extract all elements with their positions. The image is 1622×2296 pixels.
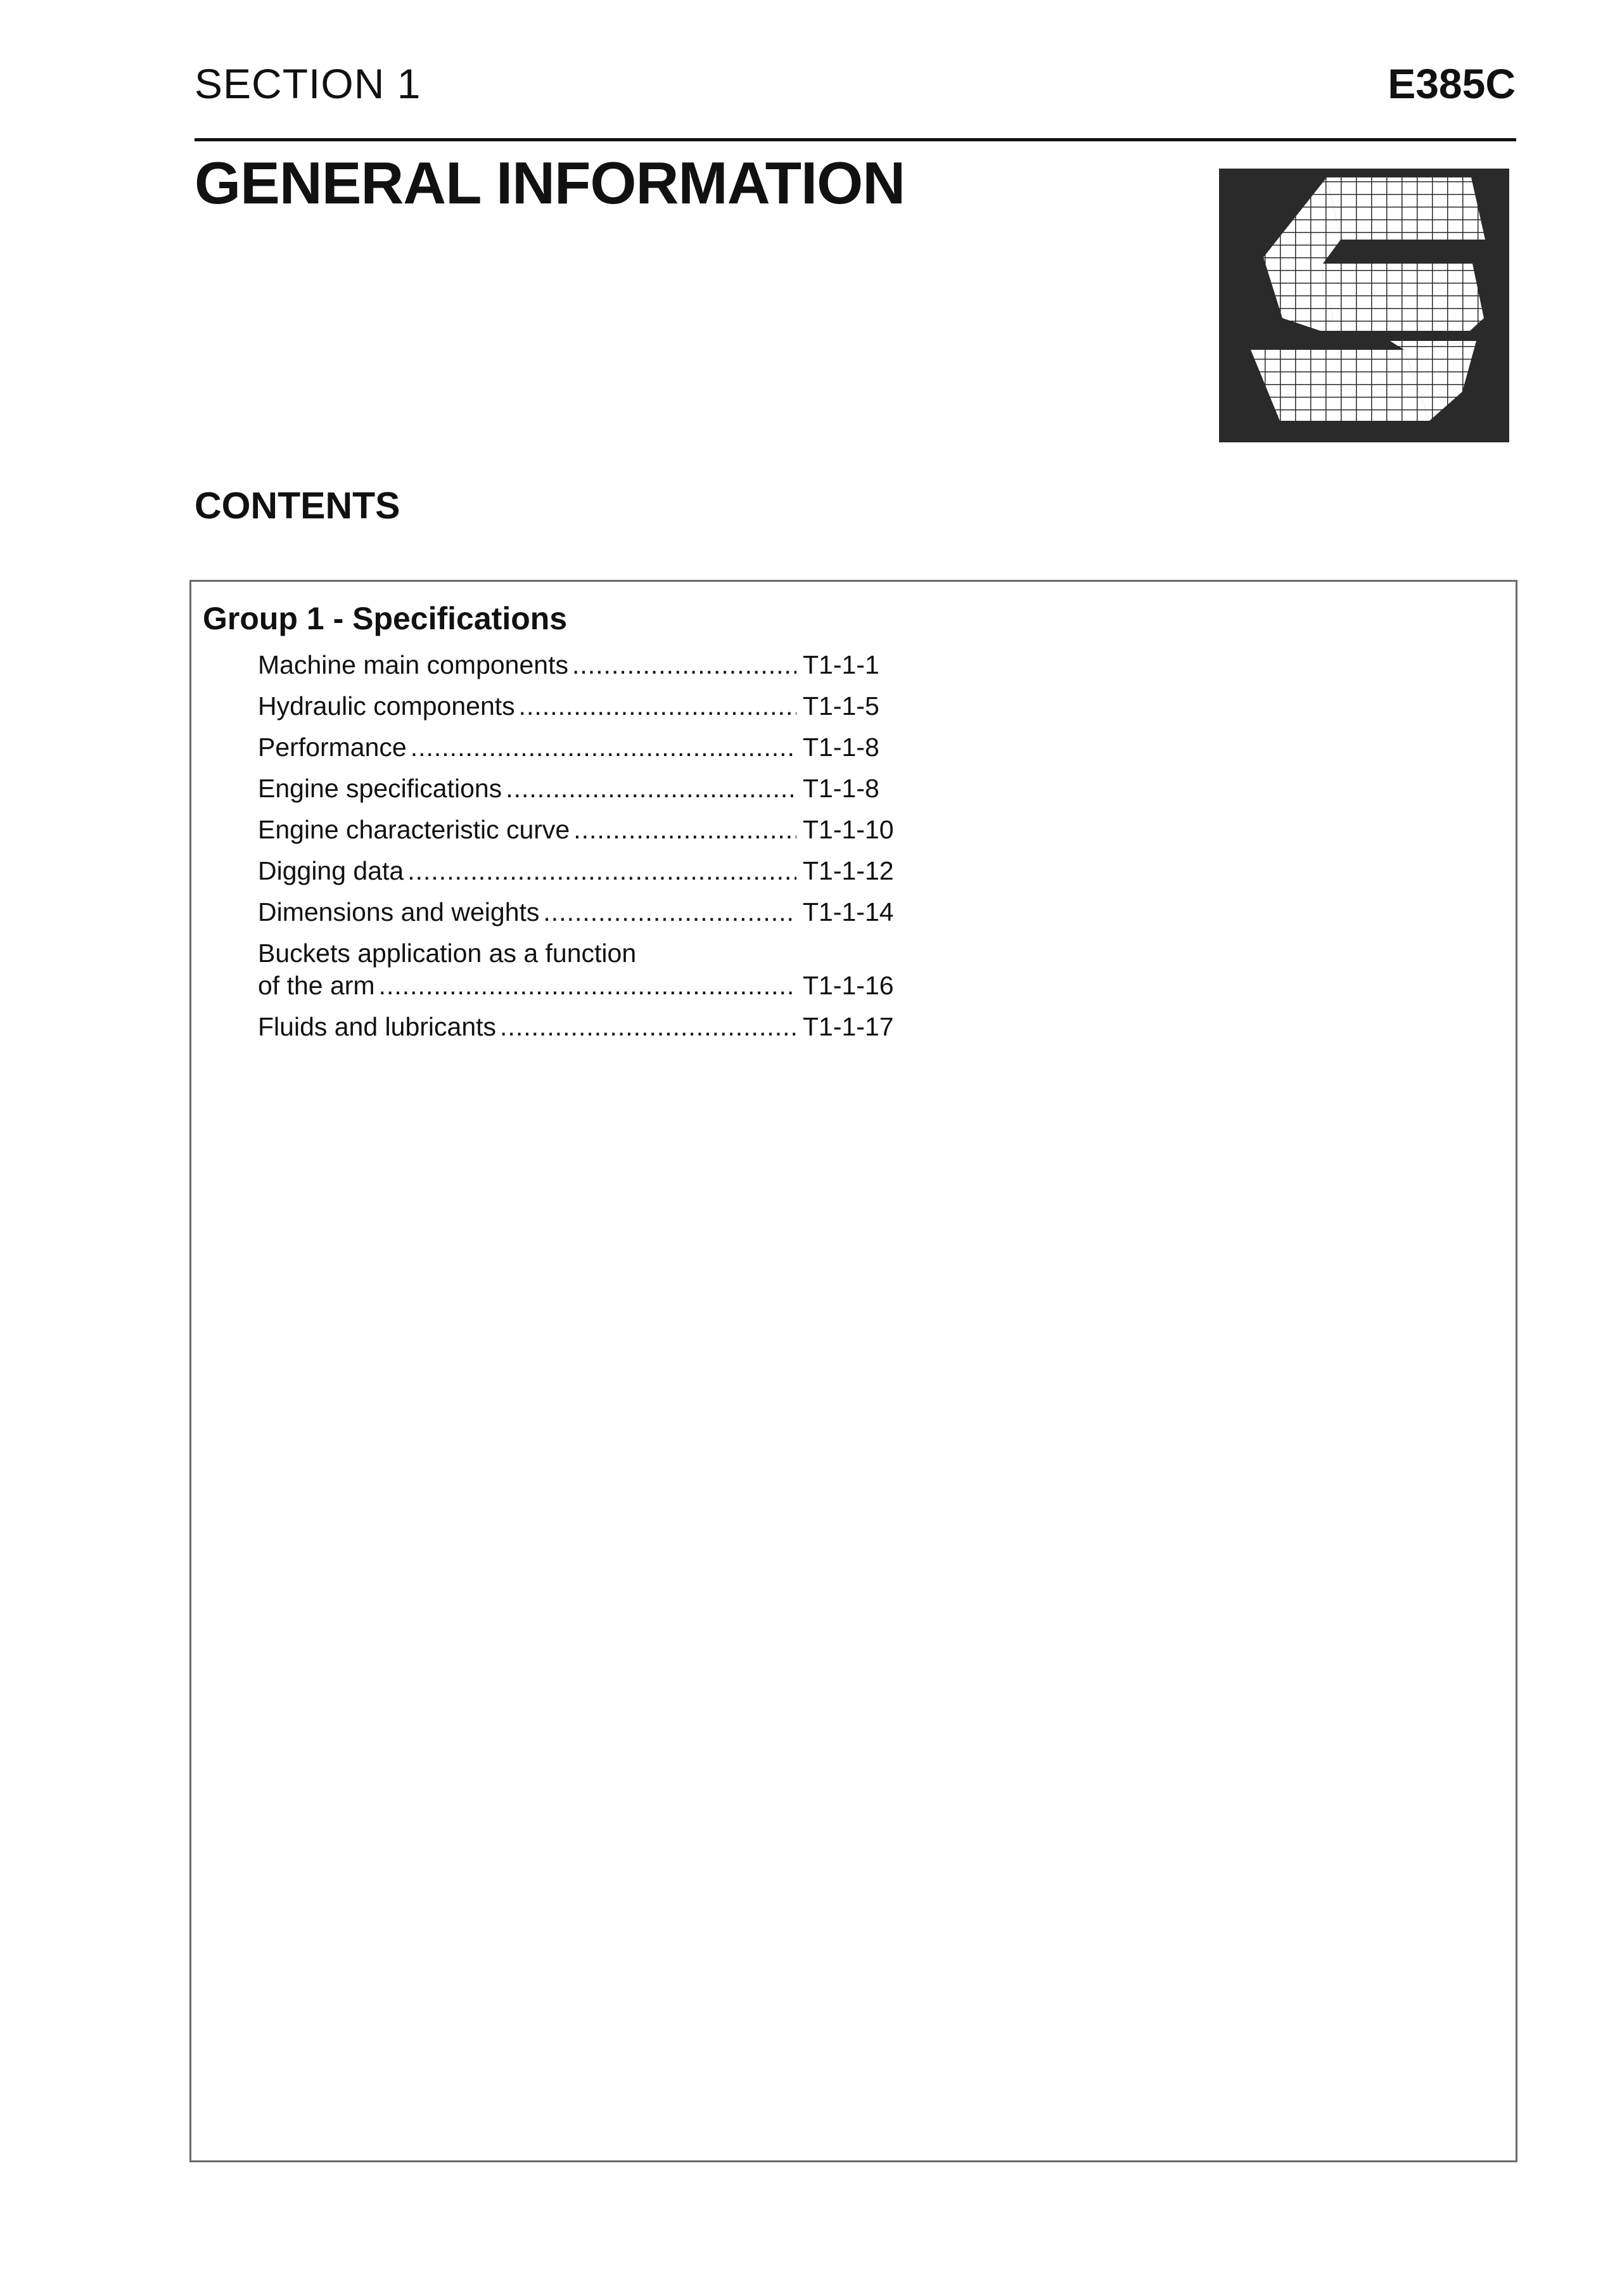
toc-item-dimensions-and-weights[interactable] bbox=[258, 896, 894, 937]
toc-item-fluids-and-lubricants[interactable] bbox=[258, 1011, 894, 1052]
toc-row bbox=[258, 855, 894, 887]
toc-dot-leader bbox=[573, 814, 796, 846]
toc-dot-leader bbox=[519, 690, 796, 722]
group-title: Group 1 - Specifications bbox=[203, 601, 568, 636]
toc-page-number: T1-1-8 bbox=[803, 733, 879, 762]
toc-page-number: T1-1-16 bbox=[803, 971, 894, 1000]
toc-item-label: Digging data bbox=[258, 856, 404, 885]
section-s-logo-icon bbox=[1219, 169, 1509, 442]
toc-item-performance[interactable] bbox=[258, 731, 891, 773]
page-title: GENERAL INFORMATION bbox=[195, 150, 905, 216]
toc-dot-leader bbox=[411, 731, 796, 764]
toc-item-digging-data[interactable] bbox=[258, 855, 894, 896]
toc-item-engine-characteristic-curve[interactable] bbox=[258, 814, 894, 855]
toc-row bbox=[258, 896, 894, 928]
toc-item-label: Machine main components bbox=[258, 650, 568, 679]
toc-dot-leader bbox=[506, 773, 796, 805]
toc-item-machine-main-components[interactable] bbox=[258, 649, 891, 690]
toc-dot-leader bbox=[379, 970, 796, 1002]
toc-page-number: T1-1-10 bbox=[803, 815, 894, 844]
toc-item-label: Hydraulic components bbox=[258, 691, 515, 721]
toc-page-number: T1-1-14 bbox=[803, 897, 894, 927]
toc-row bbox=[258, 649, 891, 681]
toc-page-number: T1-1-5 bbox=[803, 691, 879, 721]
toc-row bbox=[258, 731, 891, 764]
toc-row bbox=[258, 690, 891, 722]
contents-heading: CONTENTS bbox=[195, 485, 400, 527]
toc-dot-leader bbox=[572, 649, 796, 681]
toc-item-label: Engine specifications bbox=[258, 774, 502, 803]
toc-item-label: Fluids and lubricants bbox=[258, 1012, 497, 1041]
toc-page-number: T1-1-8 bbox=[803, 774, 879, 803]
toc-dot-leader bbox=[543, 896, 796, 928]
toc-dot-leader bbox=[407, 855, 796, 887]
toc-page-number: T1-1-12 bbox=[803, 856, 894, 885]
toc-row bbox=[258, 1011, 894, 1043]
toc-item-buckets-application[interactable] bbox=[258, 937, 894, 1011]
toc-item-hydraulic-components[interactable] bbox=[258, 690, 891, 731]
toc-list bbox=[258, 649, 894, 1052]
toc-item-label: of the arm bbox=[258, 971, 375, 1000]
toc-item-label-line1: Buckets application as a function bbox=[258, 939, 637, 968]
toc-item-label: Performance bbox=[258, 733, 407, 762]
toc-row bbox=[258, 814, 894, 846]
contents-box bbox=[189, 580, 1517, 2162]
toc-item-engine-specifications[interactable] bbox=[258, 773, 891, 814]
toc-page-number: T1-1-17 bbox=[803, 1012, 894, 1041]
model-label: E385C bbox=[1388, 60, 1516, 107]
toc-row bbox=[258, 773, 891, 805]
toc-page-number: T1-1-1 bbox=[803, 650, 879, 679]
toc-item-label: Dimensions and weights bbox=[258, 897, 540, 927]
toc-row bbox=[258, 970, 894, 1002]
section-label: SECTION 1 bbox=[195, 60, 421, 107]
header-rule bbox=[195, 138, 1516, 141]
toc-item-label: Engine characteristic curve bbox=[258, 815, 570, 844]
toc-dot-leader bbox=[500, 1011, 796, 1043]
